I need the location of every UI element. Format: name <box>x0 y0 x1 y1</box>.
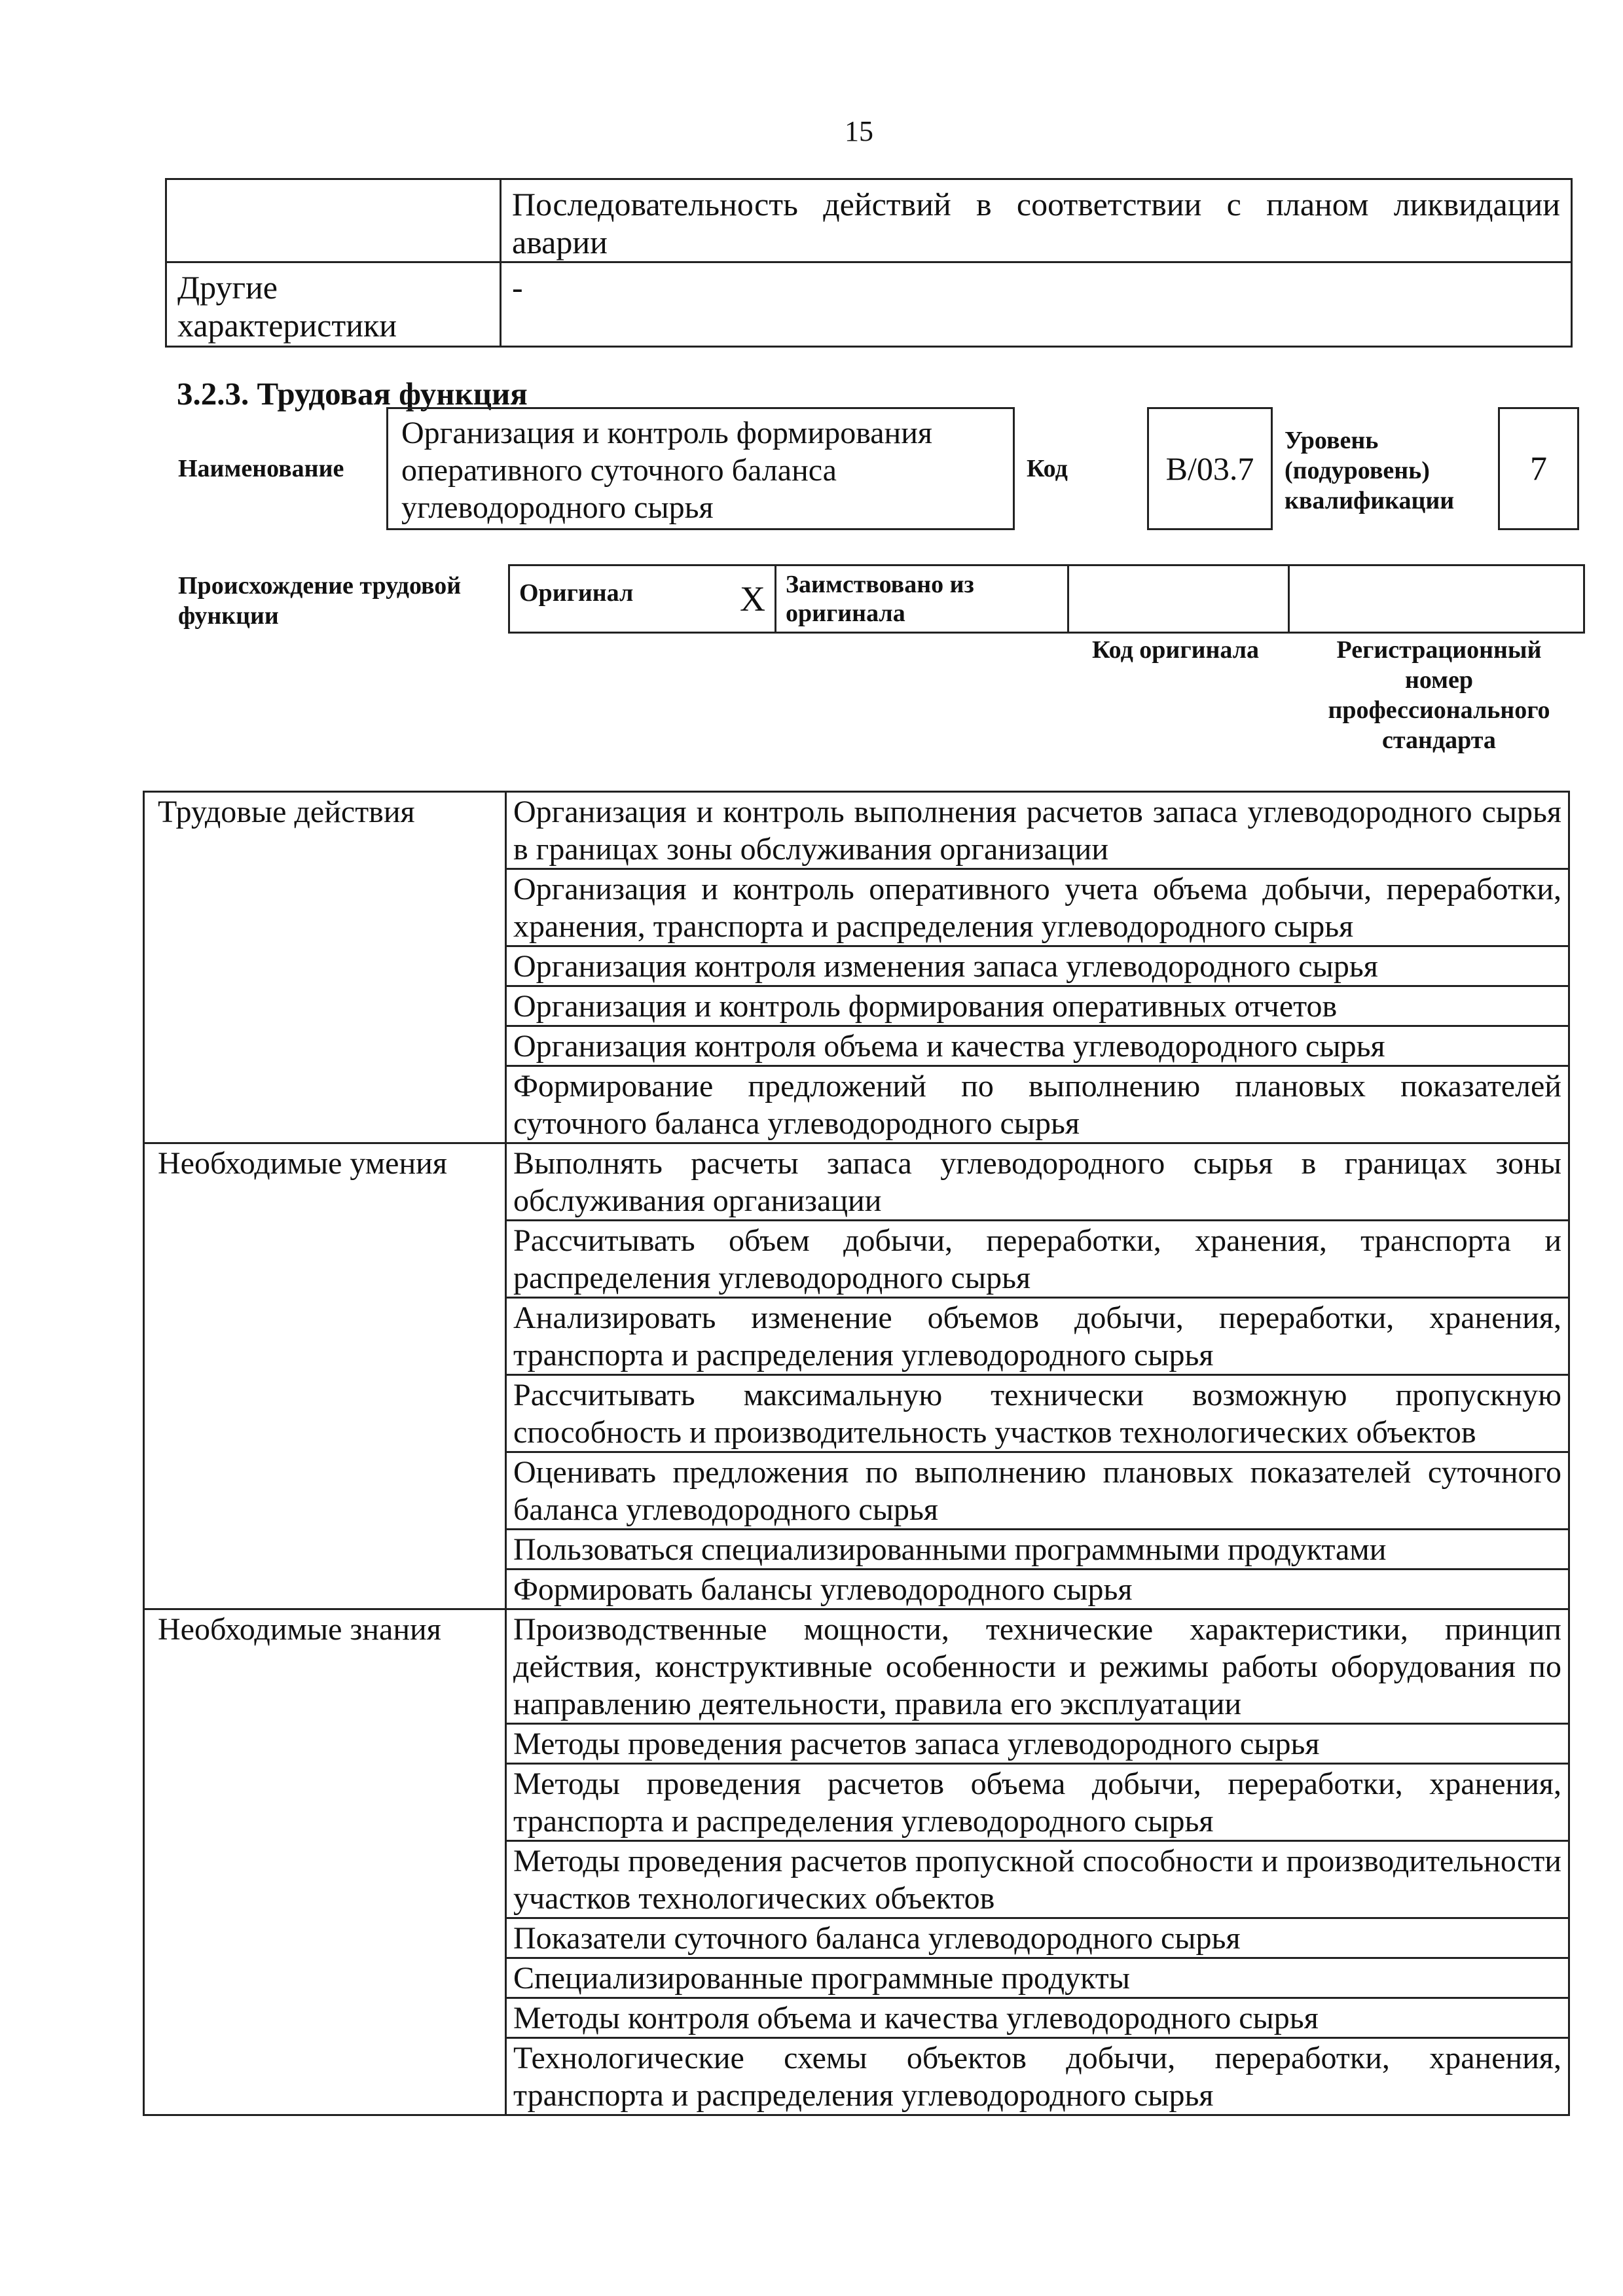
table-cell: Производственные мощности, технические характеристики, принцип действия, конструктивные особенности и режимы работы оборудования по направлению деятельности, правила его эксплуатации <box>506 1609 1569 1724</box>
main-table-body <box>144 792 1569 2115</box>
code-label: Код <box>1027 455 1068 482</box>
origin-code-cell <box>1068 565 1289 633</box>
section-header: Трудовые действия <box>144 792 506 1143</box>
table-cell: Оценивать предложения по выполнению плановых показателей суточного баланса углеводородного сырья <box>506 1452 1569 1530</box>
function-name-box: Организация и контроль формирования оперативного суточного баланса углеводородного сырья <box>386 407 1015 530</box>
table-cell: Пользоваться специализированными программными продуктами <box>506 1530 1569 1570</box>
table-cell: Выполнять расчеты запаса углеводородного сырья в границах зоны обслуживания организации <box>506 1143 1569 1221</box>
table-row <box>144 792 1569 869</box>
original-mark: X <box>740 579 765 619</box>
table-cell: Рассчитывать максимальную технически возможную пропускную способность и производительность участков технологических объектов <box>506 1375 1569 1452</box>
table-row <box>144 1609 1569 1724</box>
section-title: 3.2.3. Трудовая функция <box>177 376 528 412</box>
table-cell: Формировать балансы углеводородного сырья <box>506 1570 1569 1609</box>
function-code-box: B/03.7 <box>1147 407 1273 530</box>
table-row <box>166 262 1572 347</box>
table-cell: Организация и контроль выполнения расчетов запаса углеводородного сырья в границах зоны обслуживания организации <box>506 792 1569 869</box>
row-label: Другие характеристики <box>166 262 501 347</box>
page-number: 15 <box>845 115 873 147</box>
origin-label: Происхождение трудовой функции <box>178 572 462 630</box>
code-original-label: Код оригинала <box>1092 636 1260 664</box>
section-header: Необходимые умения <box>144 1143 506 1609</box>
table-cell: Организация и контроль формирования оперативных отчетов <box>506 986 1569 1026</box>
original-label: Оригинал <box>519 579 634 607</box>
row-value: Последовательность действий в соответствии с планом ликвидации аварии <box>501 179 1572 262</box>
table-cell: Организация контроля изменения запаса углеводородного сырья <box>506 946 1569 986</box>
table-cell: Методы проведения расчетов объема добычи, переработки, хранения, транспорта и распределения углеводородного сырья <box>506 1764 1569 1841</box>
table-cell: Технологические схемы объектов добычи, переработки, хранения, транспорта и распределения углеводородного сырья <box>506 2038 1569 2115</box>
level-box: 7 <box>1498 407 1579 530</box>
origin-borrowed-cell: Заимствовано из оригинала <box>776 565 1068 633</box>
origin-table <box>508 564 1585 634</box>
table-cell: Анализировать изменение объемов добычи, переработки, хранения, транспорта и распределения углеводородного сырья <box>506 1298 1569 1375</box>
table-cell: Организация контроля объема и качества углеводородного сырья <box>506 1026 1569 1066</box>
table-cell: Методы проведения расчетов пропускной способности и производительности участков технологических объектов <box>506 1841 1569 1918</box>
section-header: Необходимые знания <box>144 1609 506 2115</box>
level-label: Уровень (подуровень) квалификации <box>1285 427 1455 514</box>
top-table <box>165 178 1573 348</box>
table-cell: Методы контроля объема и качества углеводородного сырья <box>506 1998 1569 2038</box>
origin-original-cell <box>509 565 776 633</box>
main-table <box>143 791 1570 2116</box>
name-label: Наименование <box>178 455 344 482</box>
table-cell: Методы проведения расчетов запаса углеводородного сырья <box>506 1724 1569 1764</box>
reg-number-label: Регистрационный номер профессионального стандарта <box>1328 636 1550 754</box>
table-row <box>166 179 1572 262</box>
origin-reg-cell <box>1289 565 1584 633</box>
table-row <box>144 1143 1569 1221</box>
row-label <box>166 179 501 262</box>
table-row <box>509 565 1584 633</box>
table-cell: Показатели суточного баланса углеводородного сырья <box>506 1918 1569 1958</box>
table-cell: Рассчитывать объем добычи, переработки, хранения, транспорта и распределения углеводородного сырья <box>506 1221 1569 1298</box>
table-cell: Специализированные программные продукты <box>506 1958 1569 1998</box>
table-cell: Формирование предложений по выполнению плановых показателей суточного баланса углеводородного сырья <box>506 1066 1569 1143</box>
table-cell: Организация и контроль оперативного учета объема добычи, переработки, хранения, транспорта и распределения углеводородного сырья <box>506 869 1569 946</box>
row-value: - <box>501 262 1572 347</box>
